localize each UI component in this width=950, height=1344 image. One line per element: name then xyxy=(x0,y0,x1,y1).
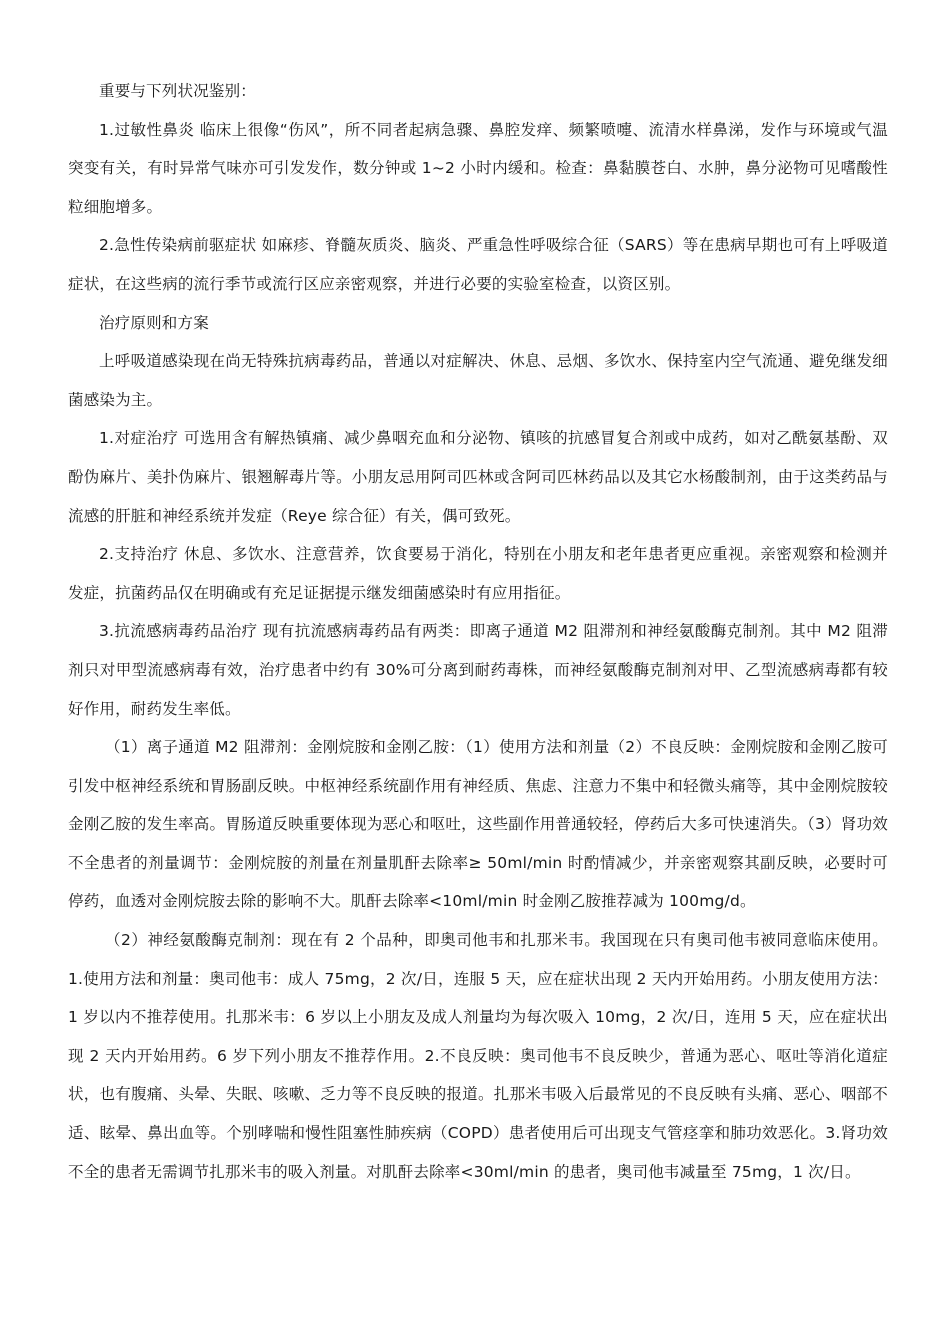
paragraph-allergic-rhinitis: 1.过敏性鼻炎 临床上很像“伤风”，所不同者起病急骤、鼻腔发痒、频繁喷嚏、流清水样鼻涕，发作与环境或气温突变有关，有时异常气味亦可引发发作，数分钟或 1~2 小时内缓和。检查：鼻黏膜苍白、水肿，鼻分泌物可见嗜酸性粒细胞增多。 xyxy=(68,120,888,216)
paragraph-infectious-prodrome: 2.急性传染病前驱症状 如麻疹、脊髓灰质炎、脑炎、严重急性呼吸综合征（SARS）等在患病早期也可有上呼吸道症状，在这些病的流行季节或流行区应亲密观察，并进行必要的实验室检查，以资区别。 xyxy=(68,236,888,293)
paragraph-differential-heading: 重要与下列状况鉴别： xyxy=(99,82,257,100)
paragraph-neuraminidase-inhibitors: （2）神经氨酸酶克制剂：现在有 2 个品种，即奥司他韦和扎那米韦。我国现在只有奥司他韦被同意临床使用。1.使用方法和剂量：奥司他韦：成人 75mg，2 次/日，连服 5 天，应在症状出现 2 天内开始用药。小朋友使用方法：1 岁以内不推荐使用。扎那米韦：6 岁以上小朋友及成人剂量均为每次吸入 10mg，2 次/日，连用 5 天，应在症状出现 2 天内开始用药。6 岁下列小朋友不推荐作用。2.不良反映：奥司他韦不良反映少，普通为恶心、呕吐等消化道症状，也有腹痛、头晕、失眠、咳嗽、乏力等不良反映的报道。扎那米韦吸入后最常见的不良反映有头痛、恶心、咽部不适、眩晕、鼻出血等。个别哮喘和慢性阻塞性肺疾病（COPD）患者使用后可出现支气管痉挛和肺功效恶化。3.肾功效不全的患者无需调节扎那米韦的吸入剂量。对肌酐去除率<30ml/min 的患者，奥司他韦减量至 75mg，1 次/日。 xyxy=(68,931,888,1181)
paragraph-m2-blockers: （1）离子通道 M2 阻滞剂：金刚烷胺和金刚乙胺：（1）使用方法和剂量（2）不良反映：金刚烷胺和金刚乙胺可引发中枢神经系统和胃肠副反映。中枢神经系统副作用有神经质、焦虑、注意力不集中和轻微头痛等，其中金刚烷胺较金刚乙胺的发生率高。胃肠道反映重要体现为恶心和呕吐，这些副作用普通较轻，停药后大多可快速消失。（3）肾功效不全患者的剂量调节：金刚烷胺的剂量在剂量肌酐去除率≥ 50ml/min 时酌情减少，并亲密观察其副反映，必要时可停药，血透对金刚烷胺去除的影响不大。肌酐去除率<10ml/min 时金刚乙胺推荐减为 100mg/d。 xyxy=(68,738,888,911)
paragraph-treatment-heading: 治疗原则和方案 xyxy=(99,313,209,332)
document-body xyxy=(68,72,888,1191)
paragraph-symptomatic-treatment: 1.对症治疗 可选用含有解热镇痛、减少鼻咽充血和分泌物、镇咳的抗感冒复合剂或中成药，如对乙酰氨基酚、双酚伪麻片、美扑伪麻片、银翘解毒片等。小朋友忌用阿司匹林或含阿司匹林药品以及其它水杨酸制剂，由于这类药品与流感的肝脏和神经系统并发症（Reye 综合征）有关，偶可致死。 xyxy=(68,429,888,525)
paragraph-supportive-treatment: 2.支持治疗 休息、多饮水、注意营养，饮食要易于消化，特别在小朋友和老年患者更应重视。亲密观察和检测并发症，抗菌药品仅在明确或有充足证据提示继发细菌感染时有应用指征。 xyxy=(68,545,888,602)
paragraph-antiviral-treatment: 3.抗流感病毒药品治疗 现有抗流感病毒药品有两类：即离子通道 M2 阻滞剂和神经氨酸酶克制剂。其中 M2 阻滞剂只对甲型流感病毒有效，治疗患者中约有 30%可分离到耐药毒株，而神经氨酸酶克制剂对甲、乙型流感病毒都有较好作用，耐药发生率低。 xyxy=(68,622,888,718)
paragraph-treatment-intro: 上呼吸道感染现在尚无特殊抗病毒药品，普通以对症解决、休息、忌烟、多饮水、保持室内空气流通、避免继发细菌感染为主。 xyxy=(68,352,888,409)
